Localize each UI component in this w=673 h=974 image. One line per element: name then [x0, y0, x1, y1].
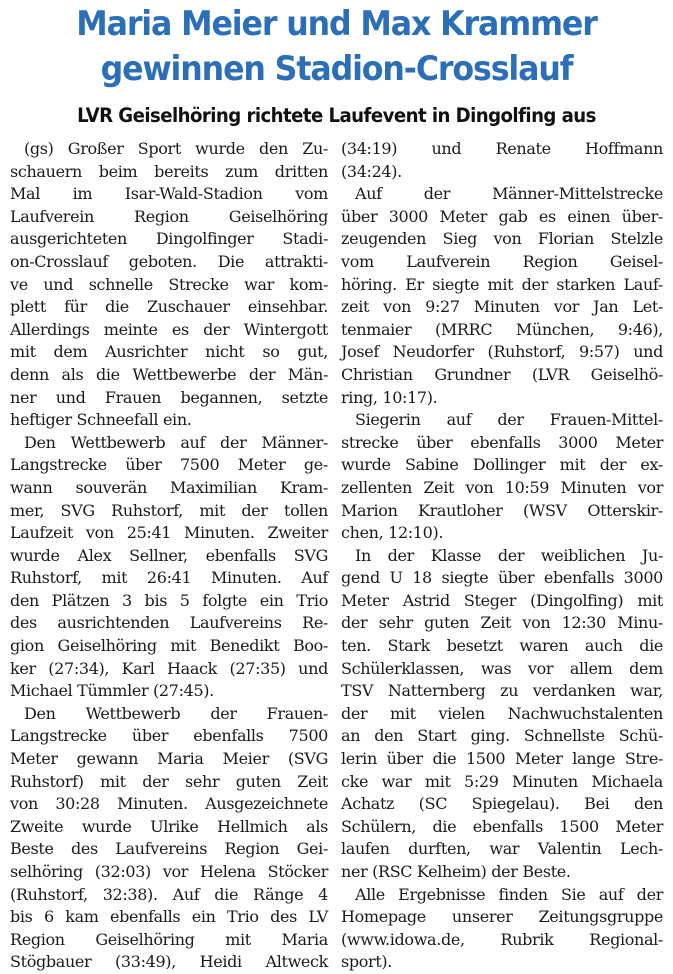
article-line: (34:24). [341, 161, 402, 181]
article-line: höring. Er siegte mit der starken Lauf- [341, 274, 663, 294]
article-line: vom Laufverein Region Geisel- [341, 251, 663, 271]
article-line: Ruhstorf, mit 26:41 Minuten. Auf [10, 568, 328, 588]
article-line: Stögbauer (33:49), Heidi Altweck [10, 952, 328, 972]
article-line: wurde Sabine Dollinger mit der ex- [341, 455, 663, 475]
article-line: Langstrecke über ebenfalls 7500 [10, 726, 328, 746]
article-line: an den Start ging. Schnellste Schü- [341, 726, 663, 746]
headline-line-1: Maria Meier und Max Krammer [76, 4, 597, 44]
article-line: (Ruhstorf, 32:38). Auf die Ränge 4 [10, 884, 328, 904]
article-line: des ausrichtenden Laufvereins Re- [10, 613, 328, 633]
article-line: der mit vielen Nachwuchstalenten [341, 703, 663, 723]
article-line: Schülerklassen, was vor allem dem [341, 658, 663, 678]
article-line: plett für die Zuschauer einsehbar. [10, 297, 328, 317]
article-line: Meter gewann Maria Meier (SVG [10, 749, 328, 769]
article-line: cke war mit 5:29 Minuten Michaela [341, 771, 663, 791]
article-line: bis 6 kam ebenfalls ein Trio des LV [10, 907, 328, 927]
article-line: denn als die Wettbewerbe der Män- [10, 364, 328, 384]
article-line: gend U 18 siegte über ebenfalls 3000 [341, 568, 663, 588]
article-line: mit dem Ausrichter nicht so gut, [10, 342, 328, 362]
article-line: Schülern, die ebenfalls 1500 Meter [341, 816, 663, 836]
article-line: ner und Frauen begannen, setzte [10, 387, 328, 407]
article-line: (gs) Großer Sport wurde den Zu- [24, 139, 328, 158]
article-line: Marion Krautloher (WSV Otterskir- [341, 500, 663, 520]
article-line: (34:19) und Renate Hoffmann [341, 139, 663, 158]
article-line: tenmaier (MRRC München, 9:46), [341, 319, 663, 339]
article-line: laufen durften, war Valentin Lech- [341, 839, 663, 859]
article-line: ring, 10:17). [341, 387, 438, 407]
article-line: wann souverän Maximilian Kram- [10, 477, 328, 497]
article-column-left [10, 138, 328, 974]
article-line: strecke über ebenfalls 3000 Meter [341, 432, 663, 452]
article-line: Achatz (SC Spiegelau). Bei den [341, 794, 663, 814]
article-line: Michael Tümmler (27:45). [10, 681, 214, 701]
article-line: chen, 12:10). [341, 523, 444, 543]
article-line: In der Klasse der weiblichen Ju- [355, 545, 663, 565]
article-line: Allerdings meinte es der Wintergott [10, 319, 328, 339]
article-line: Den Wettbewerb auf der Männer- [24, 432, 328, 452]
article-line: zellenten Zeit von 10:59 Minuten vor [341, 477, 663, 497]
article-line: Region Geiselhöring mit Maria [10, 929, 328, 949]
subheadline: LVR Geiselhöring richtete Laufevent in Dingolfing aus [77, 104, 596, 127]
article-column-right [341, 138, 663, 974]
article-line: Zweite wurde Ulrike Hellmich als [10, 816, 328, 836]
article-line: ker (27:34), Karl Haack (27:35) und [10, 658, 328, 678]
article-line: schauern beim bereits zum dritten [10, 161, 328, 181]
article-line: lerin über die 1500 Meter lange Stre- [341, 749, 663, 769]
article-line: gion Geiselhöring mit Benedikt Boo- [10, 636, 328, 656]
article-line: selhöring (32:03) vor Helena Stöcker [10, 862, 328, 881]
article-line: ner (RSC Kelheim) der Beste. [341, 862, 571, 881]
article-line: heftiger Schneefall ein. [10, 410, 192, 430]
article-line: Mal im Isar-Wald-Stadion vom [10, 184, 328, 204]
article-line: Den Wettbewerb der Frauen- [24, 703, 328, 723]
article-line: Homepage unserer Zeitungsgruppe [341, 907, 663, 927]
article-line: Langstrecke über 7500 Meter ge- [10, 455, 328, 475]
article-line: der sehr guten Zeit von 12:30 Minu- [341, 613, 663, 633]
article-line: Auf der Männer-Mittelstrecke [355, 184, 663, 204]
article-line: ausgerichteten Dingolfinger Stadi- [10, 229, 328, 249]
article-line: Laufzeit von 25:41 Minuten. Zweiter [10, 523, 328, 543]
article-line: on-Crosslauf geboten. Die attrakti- [10, 251, 328, 271]
article-line: mer, SVG Ruhstorf, mit der tollen [10, 500, 328, 520]
article-line: den Plätzen 3 bis 5 folgte ein Trio [10, 590, 328, 610]
article-line: Alle Ergebnisse finden Sie auf der [355, 884, 663, 904]
article-line: ve und schnelle Strecke war kom- [10, 274, 328, 294]
article-line: Christian Grundner (LVR Geiselhö- [341, 364, 663, 384]
article-line: zeugenden Sieg von Florian Stelzle [341, 229, 663, 249]
article-line: zeit von 9:27 Minuten vor Jan Let- [341, 297, 663, 317]
article-line: sport). [341, 952, 393, 972]
article-line: wurde Alex Sellner, ebenfalls SVG [10, 545, 328, 565]
article-line: ten. Stark besetzt waren auch die [341, 636, 663, 656]
article-line: TSV Natternberg zu verdanken war, [341, 681, 663, 701]
article-line: Laufverein Region Geiselhöring [10, 206, 328, 226]
article-line: Ruhstorf) mit der sehr guten Zeit [10, 771, 328, 791]
article-line: Meter Astrid Steger (Dingolfing) mit [341, 590, 663, 610]
headline-line-2: gewinnen Stadion-Crosslauf [100, 49, 573, 89]
article-line: Josef Neudorfer (Ruhstorf, 9:57) und [341, 342, 663, 362]
article-line: von 30:28 Minuten. Ausgezeichnete [10, 794, 328, 814]
article-line: Beste des Laufvereins Region Gei- [10, 839, 328, 859]
article-line: über 3000 Meter gab es einen über- [341, 206, 663, 226]
article-line: Siegerin auf der Frauen-Mittel- [355, 410, 663, 430]
article-line: (www.idowa.de, Rubrik Regional- [341, 929, 663, 949]
headline [24, 2, 650, 92]
